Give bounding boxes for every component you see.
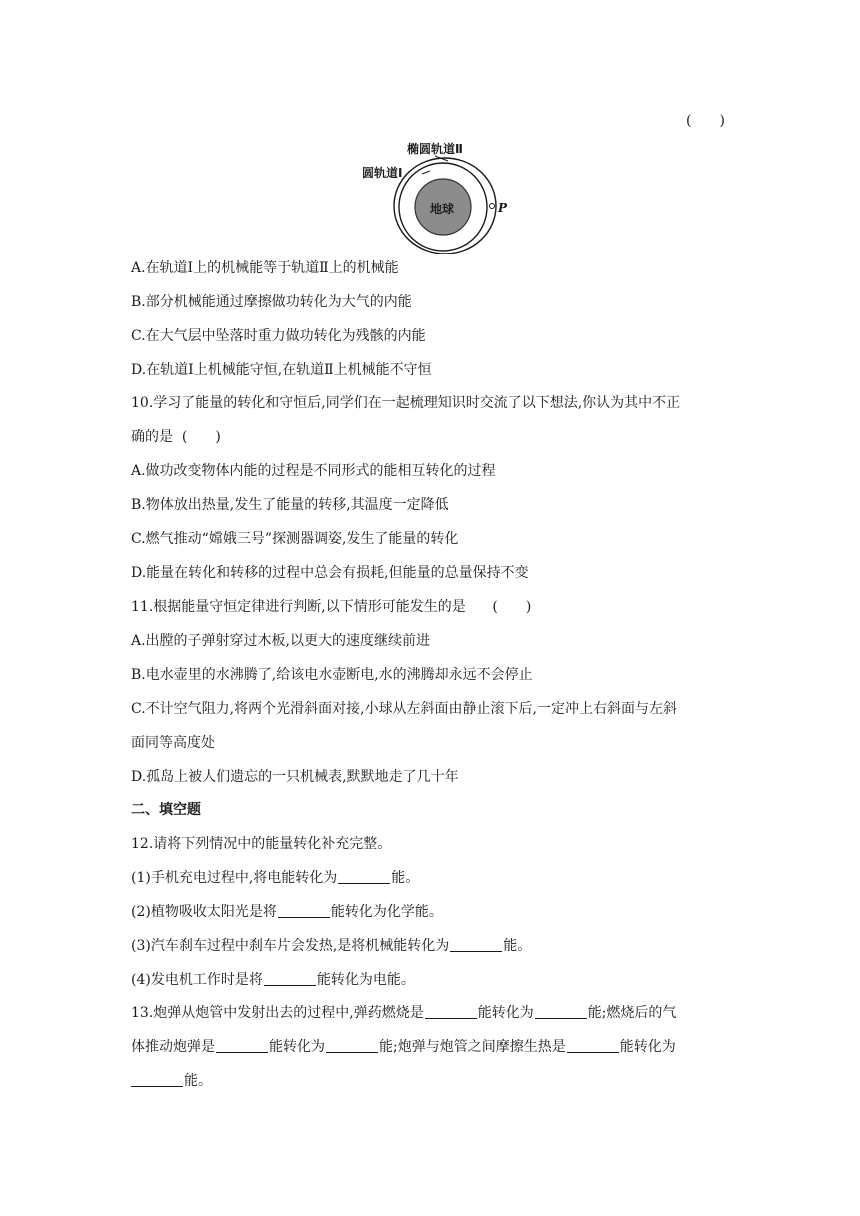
q12-item4-text-b: 能转化为电能。 [316, 972, 415, 988]
q12-item1-blank[interactable] [338, 869, 390, 884]
label-point-p: P [498, 201, 508, 215]
orbit-figure [350, 134, 520, 254]
q13-blank6[interactable] [131, 1072, 183, 1087]
q13-l2-a: 体推动炮弹是 [131, 1039, 215, 1055]
q10-option-b: B.物体放出热量,发生了能量的转移,其温度一定降低 [131, 497, 449, 513]
q10-option-c: C.燃气推动“嫦娥三号”探测器调姿,发生了能量的转化 [131, 531, 459, 547]
q9-option-c: C.在大气层中坠落时重力做功转化为残骸的内能 [131, 328, 426, 344]
q12-item2-text-a: (2)植物吸收太阳光是将 [131, 904, 277, 920]
q13-l1-a: 13.炮弹从炮管中发射出去的过程中,弹药燃烧是 [131, 1005, 424, 1021]
q13-line2 [131, 1037, 676, 1057]
q13-l2-d: 能转化为 [619, 1039, 676, 1055]
q12-item2 [131, 902, 443, 922]
label-circle-leader [422, 171, 430, 174]
q13-blank3[interactable] [216, 1038, 268, 1053]
q12-item3-text-b: 能。 [503, 938, 532, 954]
q11-answer-paren: ( ) [492, 599, 532, 615]
q13-l1-b: 能转化为 [477, 1005, 534, 1021]
q10-stem-line2 [131, 427, 221, 447]
q13-blank4[interactable] [326, 1038, 378, 1053]
section-fill-in-title: 二、填空题 [131, 802, 201, 818]
q13-blank5[interactable] [567, 1038, 619, 1053]
q9-option-a: A.在轨道Ⅰ上的机械能等于轨道Ⅱ上的机械能 [131, 260, 399, 276]
q10-option-a: A.做功改变物体内能的过程是不同形式的能相互转化的过程 [131, 463, 496, 479]
q11-option-a: A.出膛的子弹射穿过木板,以更大的速度继续前进 [131, 633, 431, 649]
q12-item4-blank[interactable] [264, 971, 316, 986]
q10-stem-end: 确的是 [131, 429, 173, 445]
q11-option-d: D.孤岛上被人们遗忘的一只机械表,默默地走了几十年 [131, 769, 459, 785]
q11-option-c: C.不计空气阻力,将两个光滑斜面对接,小球从左斜面由静止滚下后,一定冲上右斜面与左斜 [131, 701, 678, 717]
q13-line1 [131, 1003, 676, 1023]
q13-blank2[interactable] [535, 1004, 587, 1019]
q9-option-b: B.部分机械能通过摩擦做功转化为大气的内能 [131, 294, 412, 310]
q12-item1-text-b: 能。 [391, 870, 420, 886]
q10-answer-paren: ( ) [181, 429, 221, 445]
q12-item1 [131, 868, 419, 888]
point-p-marker [490, 204, 495, 209]
q10-option-d: D.能量在转化和转移的过程中总会有损耗,但能量的总量保持不变 [131, 565, 529, 581]
q12-item3-blank[interactable] [450, 937, 502, 952]
q12-item3-text-a: (3)汽车刹车过程中刹车片会发热,是将机械能转化为 [131, 938, 450, 954]
q11-stem-line [131, 597, 531, 617]
q9-answer-paren: ( ) [686, 113, 725, 129]
q12-item3 [131, 936, 531, 956]
q12-item4-text-a: (4)发电机工作时是将 [131, 972, 263, 988]
q12-item1-text-a: (1)手机充电过程中,将电能转化为 [131, 870, 338, 886]
q12-item2-blank[interactable] [278, 903, 330, 918]
q13-l1-c: 能;燃烧后的气 [587, 1005, 677, 1021]
q12-item2-text-b: 能转化为化学能。 [330, 904, 443, 920]
q11-stem: 11.根据能量守恒定律进行判断,以下情形可能发生的是 [131, 599, 466, 615]
label-ellipse-orbit: 椭圆轨道Ⅱ [407, 142, 463, 156]
q12-stem: 12.请将下列情况中的能量转化补充完整。 [131, 836, 392, 852]
label-circle-orbit: 圆轨道Ⅰ [362, 166, 403, 180]
q13-l2-b: 能转化为 [269, 1039, 325, 1055]
label-earth: 地球 [430, 202, 455, 216]
q9-option-d: D.在轨道Ⅰ上机械能守恒,在轨道Ⅱ上机械能不守恒 [131, 362, 432, 378]
q11-option-c-cont: 面同等高度处 [131, 735, 215, 751]
q12-item4 [131, 970, 415, 990]
q13-l3-a: 能。 [184, 1073, 212, 1089]
q13-blank1[interactable] [425, 1004, 477, 1019]
q11-option-b: B.电水壶里的水沸腾了,给该电水壶断电,水的沸腾却永远不会停止 [131, 667, 533, 683]
q13-line3 [131, 1071, 212, 1091]
q10-stem-line1: 10.学习了能量的转化和守恒后,同学们在一起梳理知识时交流了以下想法,你认为其中不正 [131, 395, 681, 411]
q13-l2-c: 能;炮弹与炮管之间摩擦生热是 [379, 1039, 566, 1055]
